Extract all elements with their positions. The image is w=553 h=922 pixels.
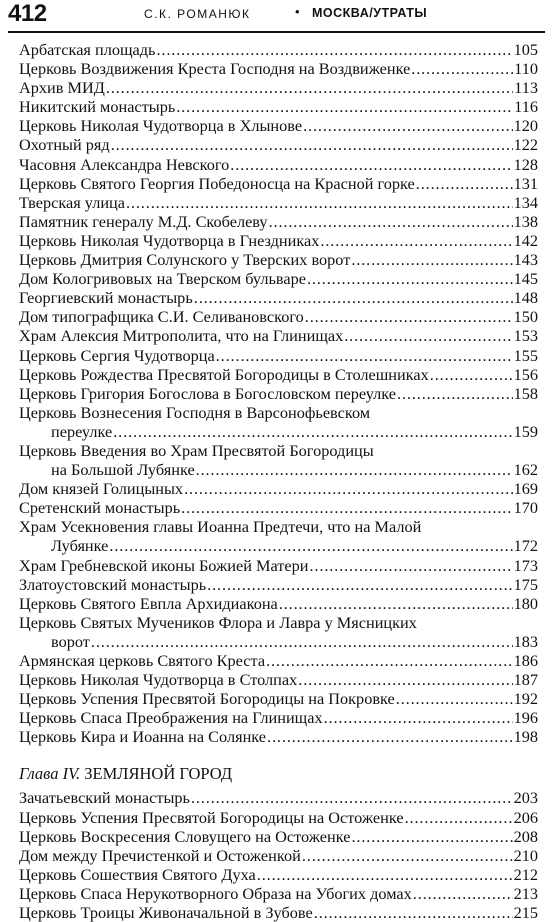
entry-title: Арбатская площадь <box>19 40 156 59</box>
entry-title: Храм Алексия Митрополита, что на Глинищах <box>19 326 344 346</box>
toc-entry[interactable] <box>19 250 538 269</box>
entry-line <box>19 498 538 517</box>
entry-line <box>19 116 538 135</box>
entry-line <box>19 231 538 250</box>
entry-line <box>19 903 538 922</box>
entry-title: Церковь Дмитрия Солунского у Тверских ворот <box>19 250 351 270</box>
entry-page-number: 210 <box>513 845 538 865</box>
toc-entry[interactable] <box>19 670 538 689</box>
header-rule <box>8 31 545 33</box>
dot-leader <box>196 460 513 479</box>
entry-line <box>19 479 538 498</box>
entry-line <box>19 59 538 78</box>
entry-continuation-line <box>19 460 538 479</box>
entry-title: Храм Гребневской иконы Божией Матери <box>19 555 309 575</box>
toc-entry[interactable] <box>19 269 538 288</box>
entry-title: Церковь Воскресения Словущего на Остоженке <box>19 826 351 846</box>
entry-title: Никитский монастырь <box>19 97 176 117</box>
entry-title: Дом типографщика С.И. Селивановского <box>19 307 304 327</box>
dot-leader <box>305 307 513 326</box>
dot-leader <box>279 594 513 613</box>
entry-page-number: 148 <box>513 288 538 308</box>
entry-title: Церковь Воздвижения Креста Господня на Воздвиженке <box>19 59 411 79</box>
dot-leader <box>396 689 513 708</box>
toc-entry[interactable] <box>19 846 538 865</box>
toc-entry[interactable] <box>19 441 538 479</box>
dot-leader <box>111 135 513 154</box>
toc-entry[interactable] <box>19 97 538 116</box>
entry-title: Сретенский монастырь <box>19 498 181 518</box>
toc-entry[interactable] <box>19 346 538 365</box>
header-separator: • <box>295 4 300 19</box>
entry-page-number: 116 <box>514 97 538 117</box>
entry-title: Златоустовский монастырь <box>19 574 207 594</box>
entry-page-number: 159 <box>513 421 538 441</box>
entry-page-number: 186 <box>513 651 538 670</box>
entry-title: Зачатьевский монастырь <box>19 788 190 808</box>
chapter-heading <box>19 764 538 783</box>
toc-entry[interactable] <box>19 78 538 97</box>
toc-entry[interactable] <box>19 708 538 727</box>
entry-page-number: 128 <box>513 154 538 174</box>
dot-leader <box>176 97 513 116</box>
entry-title: Церковь Введения во Храм Пресвятой Богородицы <box>19 440 374 460</box>
toc-entry[interactable] <box>19 40 538 59</box>
entry-title: Церковь Кира и Иоанна на Солянке <box>19 727 267 747</box>
toc-entries-group <box>19 788 538 922</box>
entry-page-number: 173 <box>513 555 538 575</box>
entry-line <box>19 174 538 193</box>
entry-line <box>19 384 538 403</box>
entry-line <box>19 346 538 365</box>
entry-line <box>19 326 538 345</box>
entry-title: Дом между Пречистенкой и Остоженкой <box>19 845 301 865</box>
entry-continuation-line <box>19 632 538 651</box>
dot-leader <box>113 422 512 441</box>
toc-entry[interactable] <box>19 788 538 807</box>
toc-entry[interactable] <box>19 827 538 846</box>
entry-line <box>19 689 538 708</box>
entry-page-number: 134 <box>513 192 538 212</box>
entry-title: Дом князей Голицыных <box>19 479 184 499</box>
dot-leader <box>405 808 513 827</box>
entry-title: Дом Кологривовых на Тверском бульваре <box>19 269 306 289</box>
entry-title: Церковь Рождества Пресвятой Богородицы в Столешниках <box>19 364 429 384</box>
entry-line <box>19 212 538 231</box>
entry-line <box>19 708 538 727</box>
toc-entry[interactable] <box>19 403 538 441</box>
entry-line <box>19 846 538 865</box>
dot-leader <box>307 269 513 288</box>
entry-page-number: 145 <box>513 269 538 289</box>
entry-title: Церковь Успения Пресвятой Богородицы на Остоженке <box>19 807 404 827</box>
toc-entry[interactable] <box>19 307 538 326</box>
entry-page-number: 203 <box>513 788 538 808</box>
entry-line <box>19 403 538 422</box>
entry-page-number: 122 <box>513 135 538 155</box>
entry-page-number: 187 <box>513 670 538 690</box>
toc-entry[interactable] <box>19 193 538 212</box>
entry-line <box>19 97 538 116</box>
entry-title: Церковь Спаса Преображения на Глинищах <box>19 708 323 728</box>
dot-leader <box>191 788 513 807</box>
entry-page-number: 162 <box>513 460 538 480</box>
running-header <box>8 0 545 30</box>
dot-leader <box>314 903 513 922</box>
entry-page-number: 206 <box>513 807 538 827</box>
entry-page-number: 215 <box>513 903 538 922</box>
toc-entry[interactable] <box>19 651 538 670</box>
entry-line <box>19 441 538 460</box>
toc-entry[interactable] <box>19 116 538 135</box>
entry-line <box>19 517 538 536</box>
entry-continuation-line <box>19 536 538 555</box>
dot-leader <box>216 346 513 365</box>
toc-entry[interactable] <box>19 575 538 594</box>
entry-line <box>19 788 538 807</box>
toc-entry[interactable] <box>19 865 538 884</box>
entry-line <box>19 556 538 575</box>
entry-title: Храм Усекновения главы Иоанна Предтечи, что на Малой <box>19 517 422 537</box>
entry-title: Церковь Святых Мучеников Флора и Лавра у Мясницких <box>19 612 417 632</box>
entry-page-number: 198 <box>513 727 538 747</box>
entry-line <box>19 865 538 884</box>
dot-leader <box>298 670 512 689</box>
toc-entry[interactable] <box>19 174 538 193</box>
entry-line <box>19 727 538 746</box>
entry-line <box>19 288 538 307</box>
entry-title: Церковь Святого Георгия Победоносца на Красной горке <box>19 173 415 193</box>
entry-title: Тверская улица <box>19 192 125 212</box>
chapter-label: Глава IV. <box>19 764 81 784</box>
toc-entry[interactable] <box>19 59 538 78</box>
dot-leader <box>430 365 513 384</box>
dot-leader <box>269 212 513 231</box>
entry-title: Церковь Николая Чудотворца в Хлынове <box>19 116 303 136</box>
entry-line <box>19 575 538 594</box>
entry-line <box>19 884 538 903</box>
dot-leader <box>411 59 513 78</box>
entry-line <box>19 193 538 212</box>
toc-entry[interactable] <box>19 288 538 307</box>
entry-page-number: 120 <box>513 116 538 136</box>
dot-leader <box>416 174 513 193</box>
toc-entry[interactable] <box>19 808 538 827</box>
header-author: С.К. РОМАНЮК <box>144 7 251 21</box>
toc-entry[interactable] <box>19 517 538 555</box>
page-number: 412 <box>8 0 47 27</box>
dot-leader <box>91 632 513 651</box>
entry-title: на Большой Лубянке <box>51 460 195 480</box>
entry-page-number: 150 <box>513 307 538 327</box>
entry-page-number: 196 <box>513 708 538 728</box>
entry-title: Церковь Николая Чудотворца в Столпах <box>19 670 298 690</box>
dot-leader <box>324 708 513 727</box>
dot-leader <box>351 827 512 846</box>
toc-entry[interactable] <box>19 231 538 250</box>
dot-leader <box>194 288 513 307</box>
entry-page-number: 153 <box>513 326 538 346</box>
entry-line <box>19 808 538 827</box>
entry-line <box>19 250 538 269</box>
entry-line <box>19 827 538 846</box>
toc-entry[interactable] <box>19 556 538 575</box>
entry-title: Лубянке <box>51 536 109 556</box>
entry-line <box>19 594 538 613</box>
dot-leader <box>413 884 513 903</box>
entry-line <box>19 135 538 154</box>
dot-leader <box>344 326 512 345</box>
header-book-title: МОСКВА/УТРАТЫ <box>312 6 428 20</box>
entry-title: Церковь Григория Богослова в Богословском переулке <box>19 383 397 403</box>
entry-page-number: 105 <box>513 40 538 59</box>
entry-continuation-line <box>19 422 538 441</box>
dot-leader <box>181 498 512 517</box>
toc-entry[interactable] <box>19 479 538 498</box>
entry-title: переулке <box>51 421 113 441</box>
dot-leader <box>397 384 513 403</box>
dot-leader <box>310 556 513 575</box>
entry-page-number: 131 <box>513 173 538 193</box>
dot-leader <box>320 231 512 250</box>
chapter-title: ЗЕМЛЯНОЙ ГОРОД <box>84 764 233 784</box>
dot-leader <box>257 865 513 884</box>
entry-page-number: 143 <box>513 250 538 270</box>
entry-page-number: 156 <box>513 364 538 384</box>
entry-title: Церковь Вознесения Господня в Варсонофьевском <box>19 402 371 422</box>
dot-leader <box>230 155 512 174</box>
toc-entries-group <box>19 40 538 746</box>
entry-page-number: 180 <box>513 593 538 613</box>
toc-entry[interactable] <box>19 212 538 231</box>
entry-page-number: 213 <box>513 883 538 903</box>
toc-entry[interactable] <box>19 365 538 384</box>
dot-leader <box>109 536 512 555</box>
toc-entry[interactable] <box>19 155 538 174</box>
dot-leader <box>106 78 513 97</box>
table-of-contents <box>19 40 538 922</box>
dot-leader <box>302 846 513 865</box>
toc-entry[interactable] <box>19 903 538 922</box>
toc-entry[interactable] <box>19 326 538 345</box>
entry-title: Охотный ряд <box>19 135 110 155</box>
dot-leader <box>156 40 512 59</box>
entry-title: Армянская церковь Святого Креста <box>19 651 266 670</box>
entry-title: Церковь Сошествия Святого Духа <box>19 864 256 884</box>
entry-page-number: 138 <box>513 211 538 231</box>
entry-title: Часовня Александра Невского <box>19 154 230 174</box>
entry-title: Церковь Спаса Нерукотворного Образа на Убогих домах <box>19 883 412 903</box>
toc-entry[interactable] <box>19 689 538 708</box>
entry-title: Церковь Сергия Чудотворца <box>19 345 215 365</box>
entry-page-number: 113 <box>514 78 538 98</box>
entry-page-number: 183 <box>513 631 538 651</box>
dot-leader <box>266 651 513 670</box>
entry-title: Памятник генералу М.Д. Скобелеву <box>19 211 268 231</box>
toc-entry[interactable] <box>19 727 538 746</box>
entry-page-number: 155 <box>513 345 538 365</box>
entry-title: ворот <box>51 631 90 651</box>
entry-page-number: 142 <box>513 230 538 250</box>
toc-entry[interactable] <box>19 498 538 517</box>
dot-leader <box>267 727 513 746</box>
entry-page-number: 212 <box>513 864 538 884</box>
toc-entry[interactable] <box>19 884 538 903</box>
entry-page-number: 208 <box>513 826 538 846</box>
dot-leader <box>184 479 513 498</box>
entry-page-number: 110 <box>514 59 538 79</box>
entry-line <box>19 155 538 174</box>
toc-entry[interactable] <box>19 613 538 651</box>
entry-page-number: 169 <box>513 479 538 499</box>
entry-line <box>19 78 538 97</box>
entry-title: Георгиевский монастырь <box>19 288 193 308</box>
entry-line <box>19 651 538 670</box>
dot-leader <box>207 575 512 594</box>
toc-entry[interactable] <box>19 594 538 613</box>
entry-page-number: 192 <box>513 689 538 709</box>
entry-line <box>19 670 538 689</box>
entry-title: Церковь Троицы Живоначальной в Зубове <box>19 903 313 922</box>
entry-page-number: 170 <box>513 498 538 518</box>
entry-line <box>19 365 538 384</box>
dot-leader <box>126 193 513 212</box>
entry-title: Церковь Святого Евпла Архидиакона <box>19 593 278 613</box>
entry-page-number: 172 <box>513 536 538 556</box>
dot-leader <box>303 116 513 135</box>
entry-page-number: 175 <box>513 574 538 594</box>
entry-line <box>19 613 538 632</box>
entry-line <box>19 269 538 288</box>
toc-entry[interactable] <box>19 135 538 154</box>
entry-title: Архив МИД <box>19 78 105 98</box>
entry-page-number: 158 <box>513 383 538 403</box>
dot-leader <box>351 250 512 269</box>
entry-title: Церковь Николая Чудотворца в Гнездниках <box>19 230 320 250</box>
entry-title: Церковь Успения Пресвятой Богородицы на Покровке <box>19 689 395 709</box>
entry-line <box>19 307 538 326</box>
entry-line <box>19 40 538 59</box>
toc-entry[interactable] <box>19 384 538 403</box>
